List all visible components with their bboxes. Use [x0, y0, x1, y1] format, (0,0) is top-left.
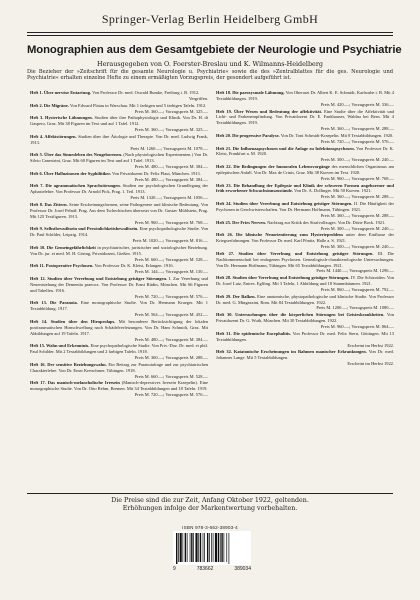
entry-price: Preis M. 1260.—; Vorzugspreis M. 1078.—: [130, 145, 208, 151]
entry-price: Vergriffen.: [188, 95, 208, 101]
catalog-entry: [30, 343, 208, 361]
entry-heading: Heft 17. Das manisch-melancholische Irresein: [30, 380, 120, 386]
entry-description: IV. Die Schizoiden. Von Dr. Josef Lutz, Entres. Eglfing. Mit 3 Tafeln, 1 Abbildung und 18 Stammbäumen. 1921.: [216, 275, 394, 287]
catalog-entry: [30, 362, 208, 380]
entry-price: Preis M. 360.—; Vorzugspreis M. 288.—: [134, 355, 208, 361]
entry-description: Von Edward Flatau in Warschau. Mit 1 farbigen und 5 farbigen Tafeln. 1912.: [69, 102, 207, 108]
entry-description: Von Dr. Toni Schmidt-Kraepelin. Mit 8 Textabbildungen. 1920.: [280, 132, 394, 138]
catalog-entry: [216, 275, 394, 293]
entry-heading: Heft 8. Das Zittern.: [30, 201, 68, 207]
entry-price: Preis M. 860.—; Vorzugspreis M. 792.—: [320, 286, 394, 292]
entry-price: Preis M. 720.—; Vorzugspreis M. 576.—: [134, 293, 208, 299]
entry-price: Preis M. 1200.—; Vorzugspreis M. 1080.—: [316, 305, 394, 311]
entry-heading: Heft 14. Studien über den Hirnprolaps.: [30, 318, 116, 324]
barcode-bar: [200, 533, 201, 562]
catalog-entry: [30, 319, 208, 343]
entry-heading: Heft 4. Affektstörungen.: [30, 133, 77, 139]
catalog-entry: [30, 380, 208, 398]
divider-top-second: [27, 35, 393, 36]
entry-heading: Heft 19. Über Wesen und Bedeutung der affektivität.: [216, 108, 323, 114]
entry-description: Von Professor Dr. K. Kleist, Frankfurt a. M. 1920.: [216, 145, 394, 157]
entry-heading: Heft 13. Die Paranoia.: [30, 300, 78, 306]
barcode-bar: [182, 533, 183, 562]
entry-heading: Heft 18. Die paroxysmale Lähmung.: [216, 90, 285, 95]
catalog-entry: [216, 331, 394, 349]
footnote-line-2: Erhöhungen infolge der Markentwertung vorbehalten.: [122, 504, 298, 512]
price-footnote: [27, 497, 393, 512]
entry-description: Ein Beitrag zur Paranoiafrage und zur psychiatrischen Charakterlehre. Von Dr. Ernst Kretschmer, Tübingen. 1918.: [30, 361, 208, 373]
entry-description: Von Oberarzt Dr. Albert K. E. Schmidt, Karlsruhe i. B. Mit 4 Textabbildungen. 1919.: [216, 90, 394, 101]
entry-heading: Heft 1. Über nervöse Entartung.: [30, 90, 92, 95]
entry-heading: Heft 6. Über Halluzinosen der Syphilitiker.: [30, 170, 111, 176]
catalog-entry: [216, 183, 394, 201]
barcode-bar: [211, 533, 212, 562]
barcode-digit-group-2: 389034: [234, 566, 251, 572]
entry-heading: Heft 25. Der Fries Nerven.: [216, 219, 266, 225]
entry-heading: Heft 28. Studien über Vererbung und Entstehung geistiger Störungen.: [216, 275, 350, 281]
barcode-bar: [178, 533, 179, 562]
barcode-bar: [213, 533, 214, 562]
entry-price: Preis M. 1320.—; Vorzugspreis M. 1056.—: [130, 195, 208, 201]
entry-price: Preis M. 480.—; Vorzugspreis M. 384.—: [134, 336, 208, 342]
entry-price: Preis M. 720.—; Vorzugspreis M. 576.—: [134, 392, 208, 398]
entry-description: Eine Studie über die Affektivität und Licht- und Farbenempfindung. Von Privatdozent Dr. E. Fankhauser, Waldau bei Bern. Mit 4 Textabbildungen. 1919.: [216, 108, 394, 126]
catalog-entry: [216, 220, 394, 232]
catalog-entry: [216, 133, 394, 145]
entry-description: (Manisch-depressives Irresein Kraepelin). Eine monographische Studie. Von Dr. Otto Rehm, Bremen. Mit 34 Textabbildungen und 18 Tafeln. 1919.: [30, 380, 208, 392]
entry-description: III. Die Nachkommenschaft bei endogenen Psychosen. Genealogisch-charakterologische Untersuchungen. Von Dr. Hermann Hoffmann, Tübingen. Mit 65 Textabbildungen. 1921.: [216, 250, 394, 268]
entry-heading: Heft 9. Selbstbewußtsein und Persönlichkeitsbewußtsein.: [30, 226, 139, 232]
entry-heading: Heft 21. Die Influenzapsychosen und die Anlage zu Infektionspsychosen.: [216, 145, 355, 151]
barcode-digits: [173, 566, 251, 572]
entry-price: Preis M. 420.—; Vorzugspreis M. 336.—: [320, 101, 394, 107]
series-title: Monographien aus dem Gesamtgebiete der Neurologie und Psychiatrie: [27, 44, 402, 56]
entry-price: Preis M. 660.—; Vorzugspreis M. 528.—: [134, 256, 208, 262]
catalog-entry: [30, 226, 208, 244]
entry-description: II. Die Häufigkeit der Psychosen in Geschwisterschaften. Von Dr. Hermann Hoffmann, Tübingen. 1921.: [216, 201, 394, 212]
entry-heading: Heft 7. Die agrammatischen Sprachstörungen.: [30, 183, 121, 189]
catalog-entry: [216, 312, 394, 330]
barcode-bar: [226, 533, 227, 562]
entry-description: Von Professor Dr. med. Oswald Bumke, Freiburg i. B. 1912.: [92, 90, 200, 95]
entry-heading: Heft 24. Studien über Vererbung und Entstehung geistiger Störungen.: [216, 201, 353, 207]
entry-heading: Heft 29. Der Balken.: [216, 293, 256, 299]
entry-price: Preis M. 720.—; Vorzugspreis M. 576.—: [320, 138, 394, 144]
entry-price: Preis M. 360.—; Vorzugspreis M. 288.—: [320, 212, 394, 218]
catalog-entry: [216, 349, 394, 367]
publisher-heading: Springer-Verlag Berlin Heidelberg GmbH: [101, 12, 319, 26]
catalog-entry: [30, 90, 208, 102]
entry-heading: Heft 31. Die epidemische Encephalitis.: [216, 330, 291, 336]
entry-price: Preis M. 360.—; Vorzugspreis M. 325.—: [134, 108, 208, 114]
entry-heading: Heft 20. Die progressive Paralyse.: [216, 132, 280, 138]
entry-price: Preis M. 300.—; Vorzugspreis M. 240.—: [320, 244, 394, 250]
catalog-entry: [216, 201, 394, 219]
intro-paragraph: Die Bezieher der »Zeitschrift für die gesamte Neurologie u. Psychiatrie« sowie die des »Zentralblattes für die ges. Neurologie und Psychiatrie« erhalten einzelne Hefte zu einem ermäßigten Vorzugspreis, der gesondert aufgeführt ist.: [27, 69, 393, 82]
entry-description: Von Privatdozent Dr. Felix Plaut, München. 1913.: [111, 170, 201, 176]
divider-top: [27, 32, 393, 33]
catalog-entry: [30, 134, 208, 152]
left-column: [30, 90, 208, 490]
entry-description: Eine monographische Studie. Von Dr. Hermann Krueger. Mit 1 Textabbildung. 1917.: [30, 300, 208, 312]
catalog-entry: [30, 152, 208, 170]
entry-price: Preis M. 360.—; Vorzugspreis M. 325.—: [134, 127, 208, 133]
barcode-bar: [180, 533, 182, 562]
barcode-bar: [193, 533, 194, 562]
entry-description: Eine anatomische, physiopathologische und klinische Studie. Von Professor Dr. med. G. Mingazzini, Rom. Mit 84 Textabbildungen. 1922.: [216, 293, 394, 305]
entry-heading: Heft 27. Studien über Vererbung und Entstehung geistiger Störungen.: [216, 250, 374, 256]
entry-heading: Heft 3. Hysterische Lähmungen.: [30, 115, 93, 121]
entry-description: Seine Erscheinungsformen, seine Pathogenese und klinische Bedeutung. Von Professor Dr. Josef Pelnář, Prag. Aus dem Tschechischen übersetzt von Dr. Gustav Mühlstein, Prag. Mit 125 Textfiguren. 1913.: [30, 201, 208, 219]
barcode-bar: [203, 533, 204, 562]
entry-price: Preis M. 660.—; Vorzugspreis M. 528.—: [134, 373, 208, 379]
barcode-bar: [204, 533, 205, 562]
barcode-bar: [190, 533, 191, 562]
barcode-digit-group-1: 783662: [196, 566, 214, 572]
entry-description: Eine psychopathologische Studie. Von Priv.-Doz. Dr. med. et phil. Paul Schilder. Mit 2 Textabbildungen und 2 farbigen Tafeln. 1918.: [30, 343, 208, 355]
catalog-entry: [30, 183, 208, 201]
right-column: [216, 90, 394, 490]
barcode-bar: [209, 533, 210, 562]
entry-description: I. Zur Vererbung und Neuentstehung der Dementia praecox. Von Professor Dr. Ernst Rüdin, München. Mit 66 Figuren und Tabellen. 1916.: [30, 275, 208, 293]
barcode-bar: [207, 533, 208, 562]
entry-description: Studien über ihre Ätiologie und Therapie. Von Dr. med. Ludwig Frank, 1913.: [30, 133, 208, 145]
entry-description: Von Dr. A. Dollinger. Mit 50 Kurven. 1921.: [294, 188, 372, 194]
catalog-entry: [216, 294, 394, 312]
barcode: [173, 531, 251, 565]
entry-heading: Heft 32. Katatonische Erscheinungen im Rahmen manischer Erkrankungen.: [216, 349, 367, 355]
entry-price: Preis M. 480.—; Vorzugspreis M. 384.—: [134, 176, 208, 182]
catalog-entry: [30, 245, 208, 263]
entry-description: Studien über ihre Pathophysiologie und Klinik. Von Dr. H. di Gaspero, Graz. Mit 38 Figuren im Text und auf 1 Tafel. 1912.: [30, 115, 208, 127]
entry-price: Preis M. 360.—; Vorzugspreis M. 288.—: [320, 126, 394, 132]
barcode-bar: [191, 533, 192, 562]
entry-description: Von Dr. med. Johannes Lange. Mit 5 Textabbildungen.: [216, 349, 394, 361]
entry-heading: Heft 30. Untersuchungen über die körperlichen Störungen bei Geisteskrankheiten.: [216, 312, 385, 318]
entry-description: Nachtrag zur Kritik des Strafvollzuges. Von Dr. Dörte Bock. 1921.: [267, 219, 386, 225]
entry-price: Preis M. 300.—; Vorzugspreis M. 240.—: [320, 157, 394, 163]
footnote-line-1: Die Preise sind die zur Zeit, Anfang Oktober 1922, geltenden.: [111, 497, 309, 504]
catalog-entry: [30, 103, 208, 115]
catalog-entry: [30, 202, 208, 226]
editors-line: Herausgegeben von O. Foerster-Breslau und K. Wilmanns-Heidelberg: [97, 60, 323, 68]
barcode-bar: [198, 533, 199, 562]
catalog-entry: [216, 251, 394, 275]
entry-description: in psychiatrischer, juristischer und soziologischer Beziehung. Von Dr. jur. et med. M. H. Göring, Privatdozent, Gießen. 1915.: [30, 244, 208, 256]
entry-description: unter dem Einflusse der Kriegserfahrungen. Von Professor Dr. med. Karl Pönitz, Halle a. S. 1921.: [216, 232, 394, 244]
entry-description: Von Privatdozent Dr. G. Wuth, München. Mit 30 Textabbildungen. 1922.: [216, 312, 394, 324]
barcode-bar: [215, 533, 217, 562]
entry-price: Preis M. 960.—; Vorzugspreis M. 864.—: [320, 324, 394, 329]
entry-description: Von Professor Dr. med. Felix Stern, Göttingen. Mit 13 Textabbildungen.: [216, 330, 394, 342]
entry-heading: Heft 26. Die klinische Neuorientierung zum Hysterieproblem: [216, 232, 343, 238]
entry-price: Preis M. 480.—; Vorzugspreis M. 384.—: [134, 164, 208, 170]
entry-heading: Heft 10. Die Gemeingefährlichkeit: [30, 244, 96, 250]
entry-price: Preis M. 1020.—; Vorzugspreis M. 816.—: [132, 238, 208, 244]
entry-heading: Heft 22. Die Bedingungen der humoralen Lebensvorgänge: [216, 164, 330, 170]
entry-price: Preis M. 960.—; Vorzugspreis M. 768.—: [134, 219, 208, 225]
barcode-bar: [218, 533, 219, 562]
barcode-bar: [221, 533, 222, 562]
catalog-entry: [30, 171, 208, 183]
entry-price: Preis M. 144.—; Vorzugspreis M. 130.—: [134, 269, 208, 275]
entry-price: Preis M. 1440.—; Vorzugspreis M. 1296.—: [316, 268, 394, 274]
entry-price: Preis M. 360.—; Vorzugspreis M. 288.—: [320, 194, 394, 200]
entry-description: Studien zur psychologischen Grundlegung der Aphasielehre. Von Professor Dr. Arnold Pick, Prag. 1. Teil. 1913.: [30, 183, 208, 195]
catalog-entry: [216, 164, 394, 182]
divider-bottom: [27, 493, 393, 494]
entry-price: Preis M. 960.—; Vorzugspreis M. 768.—: [320, 175, 394, 181]
entry-description: des menschlichen Organismus am epileptischen Anfall. Von Dr. Max de Crinis, Graz. Mit 38 Kurven im Text. 1920.: [216, 164, 394, 175]
barcode-bar: [220, 533, 221, 562]
entry-heading: Heft 15. Wahn und Erkenntnis.: [30, 343, 90, 349]
isbn-label: ISBN 978-3-662-38903-4: [182, 525, 238, 530]
catalog-entry: [216, 90, 394, 108]
catalog-entry: [30, 263, 208, 275]
catalog-entry: [30, 276, 208, 300]
entry-heading: Heft 5. Über das Sinnesleben des Neugeborenen.: [30, 152, 123, 158]
catalog-entry: [30, 115, 208, 133]
entry-heading: Heft 11. Postoperative Psychosen.: [30, 263, 94, 269]
entry-price: Erscheint im Herbst 1922.: [347, 361, 394, 367]
barcode-bar: [224, 533, 225, 562]
barcode-bar: [185, 533, 186, 562]
barcode-digit-prefix: 9: [173, 566, 176, 572]
catalog-entry: [216, 146, 394, 164]
entry-price: Preis M. 564.—; Vorzugspreis M. 452.—: [134, 312, 208, 318]
entry-description: Von Professor Dr. K. Kleist, Erlangen. 1916.: [94, 263, 174, 269]
entry-heading: Heft 16. Der sensitive Beziehungswahn.: [30, 361, 107, 367]
entry-description: Eine psychopathologische Studie. Von Dr. Paul Schilder, Leipzig. 1914.: [30, 226, 208, 238]
entry-description: (Nach physiologischen Experimenten.) Von Dr. Silvio Canestrini, Graz. Mit 60 Figuren im Text und auf 1 Tafel. 1913.: [30, 152, 208, 164]
catalog-entry: [30, 300, 208, 318]
entry-heading: Heft 12. Studien über Vererbung und Entstehung geistiger Störungen.: [30, 275, 168, 281]
barcode-bar: [176, 533, 177, 564]
entry-heading: Heft 23. Die Behandlung der Epilepsie und Klinik der schweren Formen angeborener und früh erworbener Schwachsinnszustände.: [216, 182, 394, 194]
entry-description: Mit besonderer Berücksichtigung der lokalen posttraumatischen Hirnschwellung nach Schädelverletzungen. Von Dr. Hans Schmidt, Graz. Mit Abbildungen auf 19 Tafeln. 1917.: [30, 318, 208, 336]
catalog-entry: [216, 232, 394, 250]
barcode-bar: [187, 533, 188, 562]
catalog-entry: [216, 109, 394, 133]
entry-price: Erscheint im Herbst 1922.: [347, 342, 394, 348]
entry-heading: Heft 2. Die Migräne.: [30, 102, 69, 108]
barcode-bar: [229, 533, 230, 564]
barcode-bar: [195, 533, 197, 562]
entry-price: Preis M. 300.—; Vorzugspreis M. 240.—: [320, 225, 394, 231]
